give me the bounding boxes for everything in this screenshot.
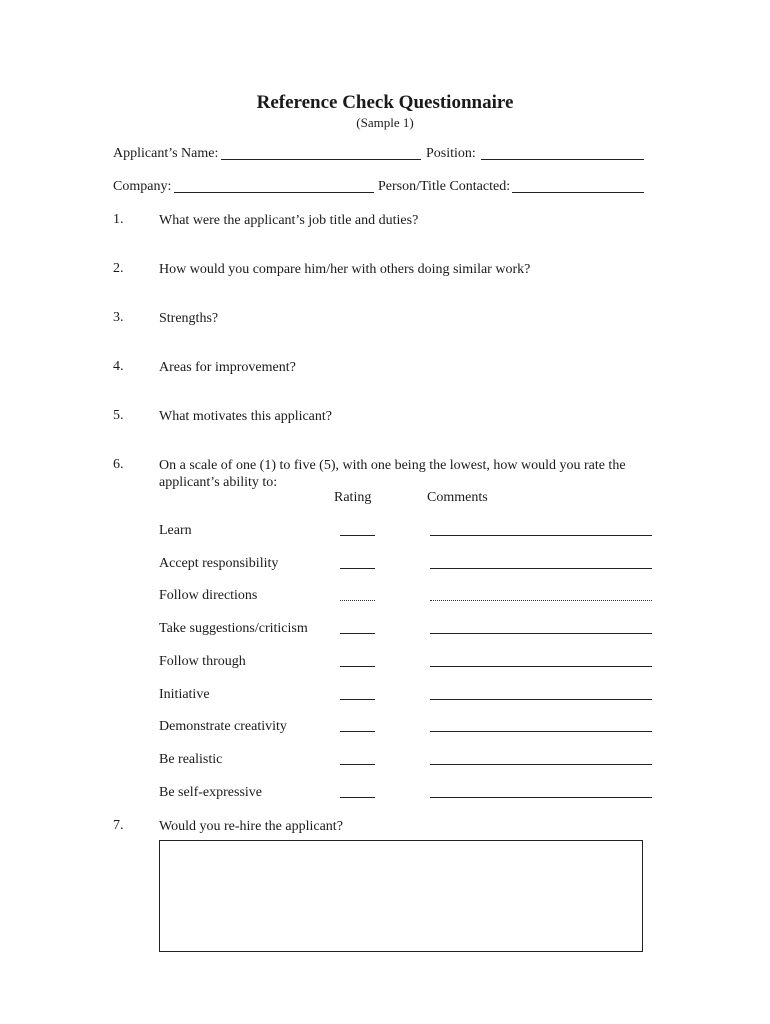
rating-column-header: Rating [334,490,372,505]
company-field[interactable] [174,178,374,193]
rating-item-label: Follow through [159,654,246,669]
person-title-field[interactable] [512,178,644,193]
comment-field[interactable] [430,685,652,700]
question-text: What were the applicant’s job title and duties? [159,213,419,228]
question-text: How would you compare him/her with others doing similar work? [159,262,531,277]
question-text: Areas for improvement? [159,360,296,375]
rating-item-label: Take suggestions/criticism [159,621,308,636]
rating-field[interactable] [340,619,375,634]
comment-field[interactable] [430,554,652,569]
question-number: 2. [113,261,124,276]
rating-item-label: Be realistic [159,752,223,767]
rating-item-label: Learn [159,523,192,538]
rating-field[interactable] [340,521,375,536]
position-field[interactable] [481,145,644,160]
company-label: Company: [113,179,172,194]
person-title-label: Person/Title Contacted: [378,179,511,194]
question-text: On a scale of one (1) to five (5), with one being the lowest, how would you rate the applicant’s ability to: [159,458,626,490]
rating-field[interactable] [340,586,375,601]
rating-field[interactable] [340,685,375,700]
applicant-name-label: Applicant’s Name: [113,146,219,161]
question-number: 5. [113,408,124,423]
comment-field[interactable] [430,619,652,634]
rating-field[interactable] [340,783,375,798]
question-text: Would you re-hire the applicant? [159,819,343,834]
question-number: 4. [113,359,124,374]
comment-field[interactable] [430,521,652,536]
position-label: Position: [426,146,476,161]
comment-field[interactable] [430,750,652,765]
comment-field[interactable] [430,586,652,601]
question-text: What motivates this applicant? [159,409,333,424]
question-number: 3. [113,310,124,325]
comments-column-header: Comments [427,490,488,505]
rehire-answer-box[interactable] [159,840,643,952]
page-title: Reference Check Questionnaire [256,92,514,113]
rating-field[interactable] [340,652,375,667]
question-number: 6. [113,457,124,472]
comment-field[interactable] [430,652,652,667]
question-number: 1. [113,212,124,227]
rating-item-label: Demonstrate creativity [159,719,287,734]
rating-item-label: Accept responsibility [159,556,279,571]
comment-field[interactable] [430,783,652,798]
question-text: Strengths? [159,311,219,326]
comment-field[interactable] [430,717,652,732]
rating-field[interactable] [340,554,375,569]
rating-item-label: Initiative [159,687,210,702]
rating-field[interactable] [340,717,375,732]
question-number: 7. [113,818,124,833]
page-subtitle: (Sample 1) [356,115,414,130]
applicant-name-field[interactable] [221,145,421,160]
rating-field[interactable] [340,750,375,765]
rating-item-label: Be self-expressive [159,785,263,800]
rating-item-label: Follow directions [159,588,258,603]
